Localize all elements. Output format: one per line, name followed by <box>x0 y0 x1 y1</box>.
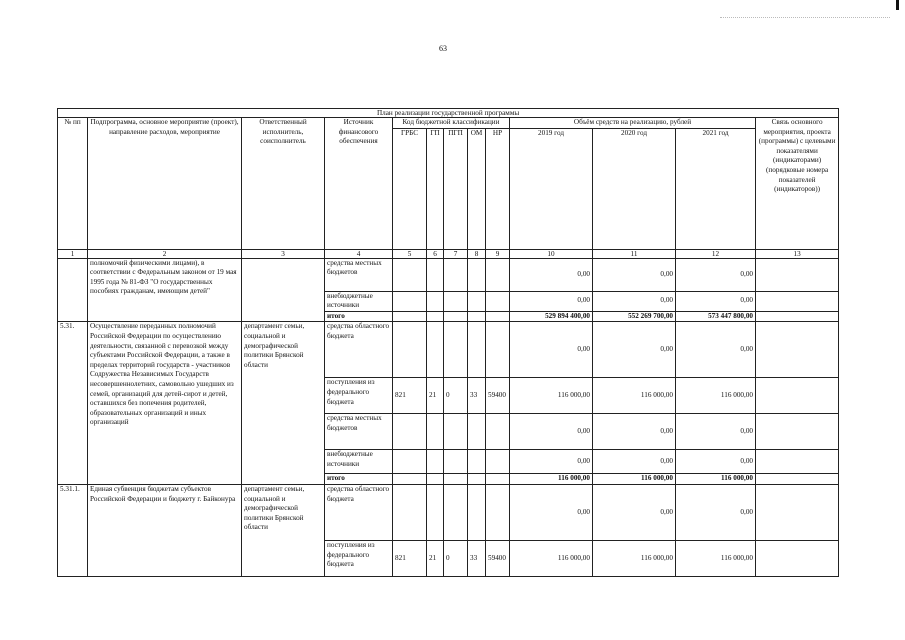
funding-source: поступления из федерального бюджета <box>325 378 393 414</box>
pgp-cell <box>444 322 468 378</box>
table-row <box>58 322 839 378</box>
pgp-cell <box>444 291 468 311</box>
indicator-link-cell <box>756 291 839 311</box>
amount-2020: 116 000,00 <box>593 378 676 414</box>
scan-artifact-line <box>720 17 890 18</box>
column-number: 2 <box>88 249 242 258</box>
funding-source: средства областного бюджета <box>325 484 393 540</box>
indicator-link-cell <box>756 414 839 450</box>
om-cell <box>468 322 486 378</box>
column-number: 6 <box>427 249 444 258</box>
amount-2021: 0,00 <box>676 450 756 474</box>
amount-2019: 0,00 <box>510 450 593 474</box>
gp-cell <box>427 450 444 474</box>
np-cell <box>486 322 510 378</box>
amount-2021: 0,00 <box>676 322 756 378</box>
responsible-executor: департамент семьи, социальной и демографической политики Брянской области <box>242 322 325 485</box>
amount-2019: 116 000,00 <box>510 378 593 414</box>
om-cell: 33 <box>468 540 486 576</box>
funding-source: средства местных бюджетов <box>325 258 393 291</box>
gp-cell <box>427 474 444 485</box>
header-source: Источник финансового обеспечения <box>325 118 393 250</box>
np-cell <box>486 484 510 540</box>
om-cell <box>468 291 486 311</box>
gp-cell <box>427 322 444 378</box>
amount-2019: 529 894 400,00 <box>510 311 593 322</box>
table-title: План реализации государственной программы <box>58 109 839 118</box>
grbs-cell <box>393 291 427 311</box>
amount-2020: 552 269 700,00 <box>593 311 676 322</box>
funding-source: средства местных бюджетов <box>325 414 393 450</box>
table-row <box>58 258 839 291</box>
scan-edge-mark <box>896 0 899 10</box>
responsible-executor: департамент семьи, социальной и демографической политики Брянской области <box>242 484 325 576</box>
amount-2020: 0,00 <box>593 258 676 291</box>
amount-2020: 116 000,00 <box>593 474 676 485</box>
header-budget-code: Код бюджетной классификации <box>393 118 510 129</box>
column-number: 7 <box>444 249 468 258</box>
pgp-cell <box>444 484 468 540</box>
om-cell <box>468 484 486 540</box>
funding-source: средства областного бюджета <box>325 322 393 378</box>
amount-2019: 0,00 <box>510 291 593 311</box>
om-cell <box>468 450 486 474</box>
header-2021: 2021 год <box>676 128 756 249</box>
indicator-link-cell <box>756 450 839 474</box>
pgp-cell: 0 <box>444 540 468 576</box>
amount-2021: 116 000,00 <box>676 540 756 576</box>
grbs-cell: 821 <box>393 540 427 576</box>
grbs-cell <box>393 311 427 322</box>
grbs-cell <box>393 450 427 474</box>
pgp-cell <box>444 258 468 291</box>
np-cell <box>486 450 510 474</box>
column-number: 5 <box>393 249 427 258</box>
indicator-link-cell <box>756 474 839 485</box>
om-cell <box>468 311 486 322</box>
row-number <box>58 258 88 322</box>
amount-2020: 0,00 <box>593 322 676 378</box>
om-cell <box>468 474 486 485</box>
amount-2021: 0,00 <box>676 291 756 311</box>
np-cell <box>486 291 510 311</box>
np-cell <box>486 414 510 450</box>
column-number: 9 <box>486 249 510 258</box>
gp-cell: 21 <box>427 378 444 414</box>
column-number: 4 <box>325 249 393 258</box>
amount-2021: 116 000,00 <box>676 474 756 485</box>
amount-2019: 116 000,00 <box>510 474 593 485</box>
program-name: полномочий физическими лицами), в соответствии с Федеральным законом от 19 мая 1995 года № 81-ФЗ "О государственных пособиях гражданам, имеющим детей" <box>88 258 242 322</box>
column-number: 3 <box>242 249 325 258</box>
amount-2021: 116 000,00 <box>676 378 756 414</box>
pgp-cell <box>444 414 468 450</box>
grbs-cell: 821 <box>393 378 427 414</box>
pgp-cell <box>444 311 468 322</box>
gp-cell <box>427 311 444 322</box>
column-number: 13 <box>756 249 839 258</box>
indicator-link-cell <box>756 311 839 322</box>
amount-2019: 0,00 <box>510 484 593 540</box>
om-cell: 33 <box>468 378 486 414</box>
gp-cell <box>427 258 444 291</box>
gp-cell <box>427 484 444 540</box>
amount-2020: 0,00 <box>593 291 676 311</box>
om-cell <box>468 258 486 291</box>
np-cell: 59400 <box>486 540 510 576</box>
amount-2020: 0,00 <box>593 414 676 450</box>
om-cell <box>468 414 486 450</box>
amount-2019: 116 000,00 <box>510 540 593 576</box>
amount-2021: 0,00 <box>676 484 756 540</box>
header-om: ОМ <box>468 128 486 249</box>
funding-source: поступления из федерального бюджета <box>325 540 393 576</box>
column-number-row <box>58 249 839 258</box>
column-number: 8 <box>468 249 486 258</box>
funding-source: внебюджетные источники <box>325 450 393 474</box>
header-gp: ГП <box>427 128 444 249</box>
indicator-link-cell <box>756 378 839 414</box>
amount-2020: 0,00 <box>593 484 676 540</box>
amount-2021: 573 447 800,00 <box>676 311 756 322</box>
header-2020: 2020 год <box>593 128 676 249</box>
grbs-cell <box>393 484 427 540</box>
amount-2019: 0,00 <box>510 414 593 450</box>
indicator-link-cell <box>756 322 839 378</box>
table-body <box>58 258 839 576</box>
grbs-cell <box>393 322 427 378</box>
amount-2021: 0,00 <box>676 258 756 291</box>
header-pgp: ПГП <box>444 128 468 249</box>
pgp-cell <box>444 450 468 474</box>
grbs-cell <box>393 258 427 291</box>
program-name: Осуществление переданных полномочий Российской Федерации по осуществлению деятельности, связанной с перевозкой между субъектами Российской Федерации, а также в пределах территорий государств - участников Содружества Независимых Государств несовершеннолетних, самовольно ушедших из семей, организаций для детей-сирот и детей, оставшихся без попечения родителей, образовательных организаций и иных организаций <box>88 322 242 485</box>
gp-cell: 21 <box>427 540 444 576</box>
column-number: 12 <box>676 249 756 258</box>
column-number: 11 <box>593 249 676 258</box>
pgp-cell <box>444 474 468 485</box>
header-program: Подпрограмма, основное мероприятие (проект), направление расходов, мероприятие <box>88 118 242 250</box>
table-row <box>58 484 839 540</box>
column-number: 10 <box>510 249 593 258</box>
header-2019: 2019 год <box>510 128 593 249</box>
gp-cell <box>427 414 444 450</box>
column-number: 1 <box>58 249 88 258</box>
grbs-cell <box>393 414 427 450</box>
gp-cell <box>427 291 444 311</box>
amount-2019: 0,00 <box>510 322 593 378</box>
indicator-link-cell <box>756 540 839 576</box>
header-grbs: ГРБС <box>393 128 427 249</box>
amount-2020: 116 000,00 <box>593 540 676 576</box>
header-link: Связь основного мероприятия, проекта (программы) с целевыми показателями (индикаторами) (порядковые номера показателей (индикаторов)) <box>756 118 839 250</box>
np-cell <box>486 311 510 322</box>
header-np: НР <box>486 128 510 249</box>
row-number: 5.31. <box>58 322 88 485</box>
funding-source: итого <box>325 474 393 485</box>
program-plan-table <box>57 108 839 577</box>
row-number: 5.31.1. <box>58 484 88 576</box>
header-executor: Ответственный исполнитель, соисполнитель <box>242 118 325 250</box>
amount-2021: 0,00 <box>676 414 756 450</box>
np-cell <box>486 474 510 485</box>
funding-source: итого <box>325 311 393 322</box>
program-name: Единая субвенция бюджетам субъектов Российской Федерации и бюджету г. Байконура <box>88 484 242 576</box>
indicator-link-cell <box>756 258 839 291</box>
page-number: 63 <box>439 44 447 53</box>
grbs-cell <box>393 474 427 485</box>
indicator-link-cell <box>756 484 839 540</box>
header-volume: Объём средств на реализацию, рублей <box>510 118 756 129</box>
np-cell <box>486 258 510 291</box>
amount-2019: 0,00 <box>510 258 593 291</box>
np-cell: 59400 <box>486 378 510 414</box>
funding-source: внебюджетные источники <box>325 291 393 311</box>
header-num: № пп <box>58 118 88 250</box>
responsible-executor <box>242 258 325 322</box>
amount-2020: 0,00 <box>593 450 676 474</box>
pgp-cell: 0 <box>444 378 468 414</box>
